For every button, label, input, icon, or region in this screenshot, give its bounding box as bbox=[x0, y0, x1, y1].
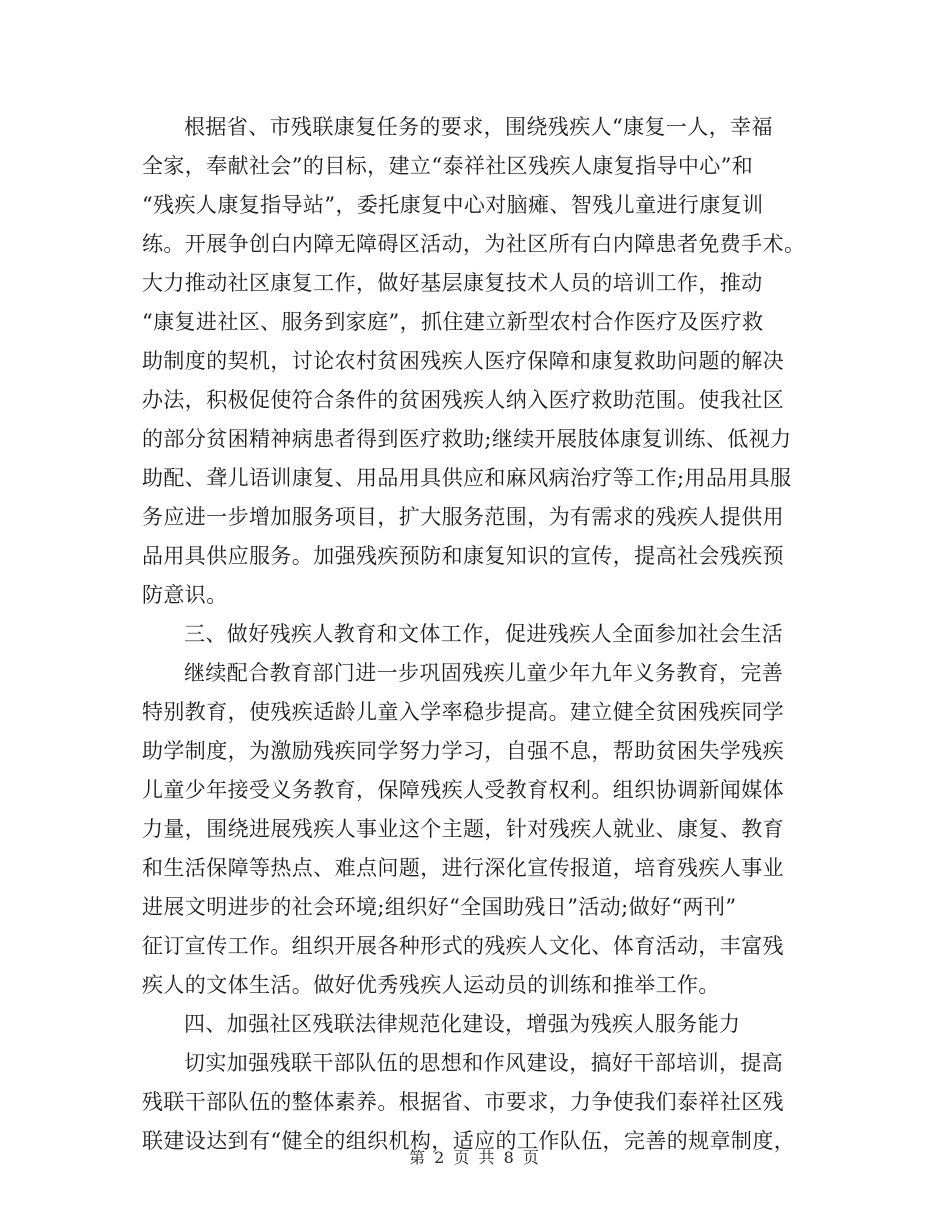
paragraph-line: 联建设达到有“健全的组织机构，适应的工作队伍，完善的规章制度， bbox=[142, 1129, 796, 1153]
paragraph-line: “残疾人康复指导站”，委托康复中心对脑瘫、智残儿童进行康复训 bbox=[142, 193, 764, 217]
paragraph-line: 助制度的契机，讨论农村贫困残疾人医疗保障和康复救助问题的解决 bbox=[142, 349, 784, 373]
paragraph-line: 切实加强残联干部队伍的思想和作风建设，搞好干部培训，提高 bbox=[184, 1051, 784, 1075]
paragraph-line: 进展文明进步的社会环境;组织好“全国助残日”活动;做好“两刊” bbox=[142, 895, 737, 919]
paragraph-line: 品用具供应服务。加强残疾预防和康复知识的宣传，提高社会残疾预 bbox=[142, 544, 784, 568]
paragraph-line: 助配、聋儿语训康复、用品用具供应和麻风病治疗等工作;用品用具服 bbox=[142, 466, 792, 490]
paragraph-line: 大力推动社区康复工作，做好基层康复技术人员的培训工作，推动 bbox=[142, 271, 763, 295]
paragraph-line: 力量，围绕进展残疾人事业这个主题，针对残疾人就业、康复、教育 bbox=[142, 817, 784, 841]
paragraph-line: 残联干部队伍的整体素养。根据省、市要求，力争使我们泰祥社区残 bbox=[142, 1090, 784, 1114]
paragraph-line: 防意识。 bbox=[142, 583, 228, 607]
page-number-footer: 第 2 页 共 8 页 bbox=[409, 1148, 541, 1167]
section-heading: 四、加强社区残联法律规范化建设，增强为残疾人服务能力 bbox=[184, 1012, 741, 1036]
paragraph-line: “康复进社区、服务到家庭”，抓住建立新型农村合作医疗及医疗救 bbox=[142, 310, 764, 334]
paragraph-line: 特别教育，使残疾适龄儿童入学率稳步提高。建立健全贫困残疾同学 bbox=[142, 700, 784, 724]
paragraph-line: 和生活保障等热点、难点问题，进行深化宣传报道，培育残疾人事业 bbox=[142, 856, 784, 880]
paragraph-line: 疾人的文体生活。做好优秀残疾人运动员的训练和推举工作。 bbox=[142, 973, 720, 997]
paragraph-line: 根据省、市残联康复任务的要求，围绕残疾人“康复一人，幸福 bbox=[184, 115, 773, 139]
paragraph-line: 助学制度，为激励残疾同学努力学习，自强不息，帮助贫困失学残疾 bbox=[142, 739, 784, 763]
paragraph-line: 全家，奉献社会”的目标，建立“泰祥社区残疾人康复指导中心”和 bbox=[142, 154, 754, 178]
paragraph-line: 的部分贫困精神病患者得到医疗救助;继续开展肢体康复训练、低视力 bbox=[142, 427, 792, 451]
paragraph-line: 务应进一步增加服务项目，扩大服务范围，为有需求的残疾人提供用 bbox=[142, 505, 784, 529]
body-text bbox=[142, 108, 810, 1161]
paragraph-line: 儿童少年接受义务教育，保障残疾人受教育权利。组织协调新闻媒体 bbox=[142, 778, 784, 802]
paragraph-line: 练。开展争创白内障无障碍区活动，为社区所有白内障患者免费手术。 bbox=[142, 232, 806, 256]
section-heading: 三、做好残疾人教育和文体工作，促进残疾人全面参加社会生活 bbox=[184, 622, 784, 646]
paragraph-line: 办法，积极促使符合条件的贫困残疾人纳入医疗救助范围。使我社区 bbox=[142, 388, 784, 412]
paragraph-line: 征订宣传工作。组织开展各种形式的残疾人文化、体育活动，丰富残 bbox=[142, 934, 784, 958]
paragraph-line: 继续配合教育部门进一步巩固残疾儿童少年九年义务教育，完善 bbox=[184, 661, 784, 685]
